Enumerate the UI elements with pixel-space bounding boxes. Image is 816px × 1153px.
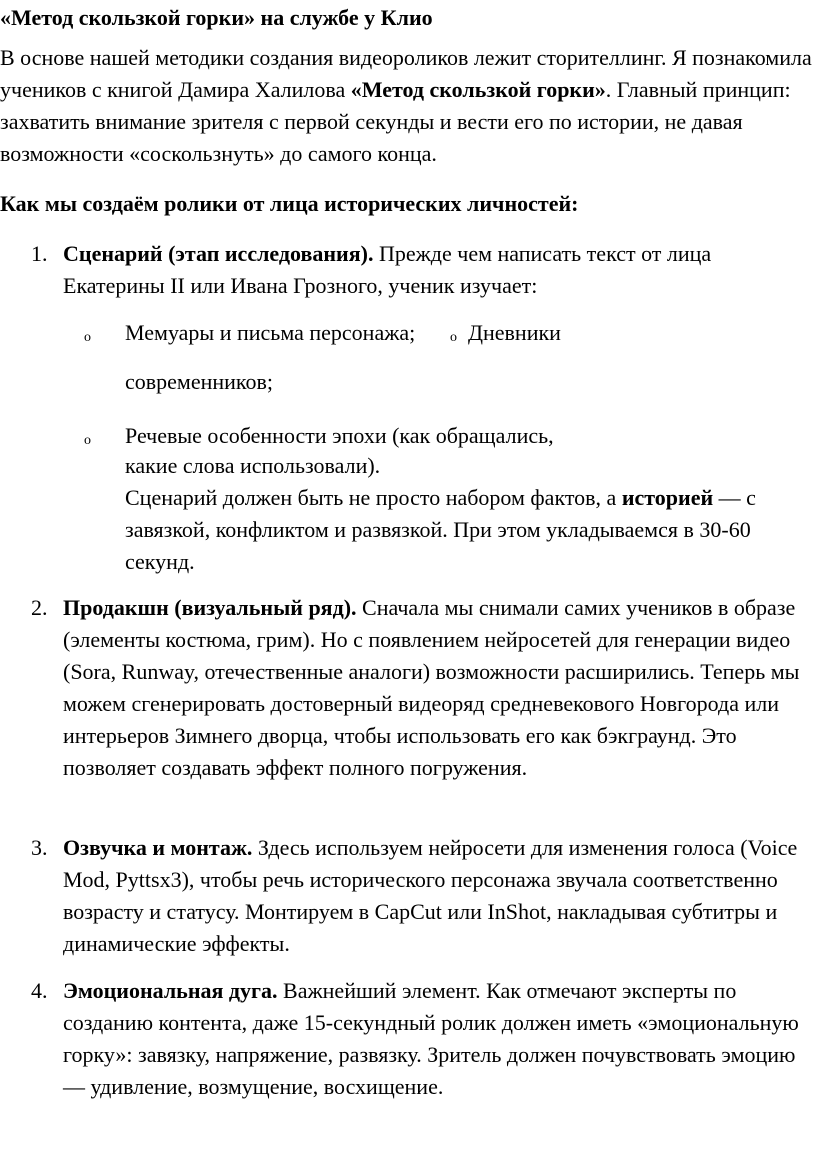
conclusion-bold: историей xyxy=(621,485,714,510)
bullet-marker: o xyxy=(84,330,91,345)
step-4-number: 4. xyxy=(31,978,48,1003)
step-3-number: 3. xyxy=(31,835,48,860)
script-conclusion xyxy=(125,482,813,578)
step-1-text: Прежде чем написать текст от лица Екатерины II или Ивана Грозного, ученик изучает: xyxy=(63,241,712,298)
document-title: «Метод скользкой горки» на службе у Клио xyxy=(0,5,433,30)
bullet-speech-line-1: Речевые особенности эпохи (как обращались, xyxy=(125,423,554,448)
bullet-marker: o xyxy=(84,433,91,448)
step-3-paragraph xyxy=(63,832,815,960)
step-2-number: 2. xyxy=(31,595,48,620)
conclusion-end: — с завязкой, конфликтом и развязкой. При этом укладываемся в 30-60 секунд. xyxy=(125,485,756,574)
step-4-heading: Эмоциональная дуга. xyxy=(63,978,278,1003)
step-2-heading: Продакшн (визуальный ряд). xyxy=(63,595,357,620)
step-2-paragraph xyxy=(63,592,815,784)
book-title: «Метод скользкой горки» xyxy=(350,77,606,102)
step-1-heading: Сценарий (этап исследования). xyxy=(63,241,374,266)
intro-paragraph xyxy=(0,42,814,170)
step-4-text: Важнейший элемент. Как отмечают эксперты по созданию контента, даже 15-секундный ролик должен иметь «эмоциональную горку»: завязку, напряжение, развязку. Зритель должен почувствовать эмоцию — удивление, возмущение, восхищение. xyxy=(63,978,799,1099)
step-1-paragraph xyxy=(63,238,803,302)
bullet-speech-line-2: какие слова использовали). xyxy=(125,453,381,478)
bullet-memoirs: Мемуары и письма персонажа; xyxy=(125,320,416,345)
step-3-text: Здесь используем нейросети для изменения голоса (Voice Mod, Pyttsx3), чтобы речь исторического персонажа звучала соответственно возрасту и статусу. Монтируем в CapCut или InShot, накладывая субтитры и динамические эффекты. xyxy=(63,835,798,956)
step-2-text: Сначала мы снимали самих учеников в образе (элементы костюма, грим). Но с появлением нейросетей для генерации видео (Sora, Runway, отечественные аналоги) возможности расширились. Теперь мы можем сгенерировать достоверный видеоряд средневекового Новгорода или интерьеров Зимнего дворца, чтобы использовать его как бэкграунд. Это позволяет создавать эффект полного погружения. xyxy=(63,595,800,780)
intro-text-end: . Главный принцип: захватить внимание зрителя с первой секунды и вести его по истории, не давая возможности «соскользнуть» до самого конца. xyxy=(0,77,791,166)
conclusion-start: Сценарий должен быть не просто набором фактов, а xyxy=(125,485,622,510)
bullet-diaries-cont: современников; xyxy=(125,369,273,394)
section-heading: Как мы создаём ролики от лица исторических личностей: xyxy=(0,191,579,216)
bullet-marker: o xyxy=(450,330,457,345)
step-4-paragraph xyxy=(63,975,815,1103)
bullet-diaries: Дневники xyxy=(468,320,561,345)
intro-text-start: В основе нашей методики создания видеороликов лежит сторителлинг. Я познакомила учеников с книгой Дамира Халилова xyxy=(0,45,812,102)
step-1-number: 1. xyxy=(31,241,48,266)
step-3-heading: Озвучка и монтаж. xyxy=(63,835,253,860)
